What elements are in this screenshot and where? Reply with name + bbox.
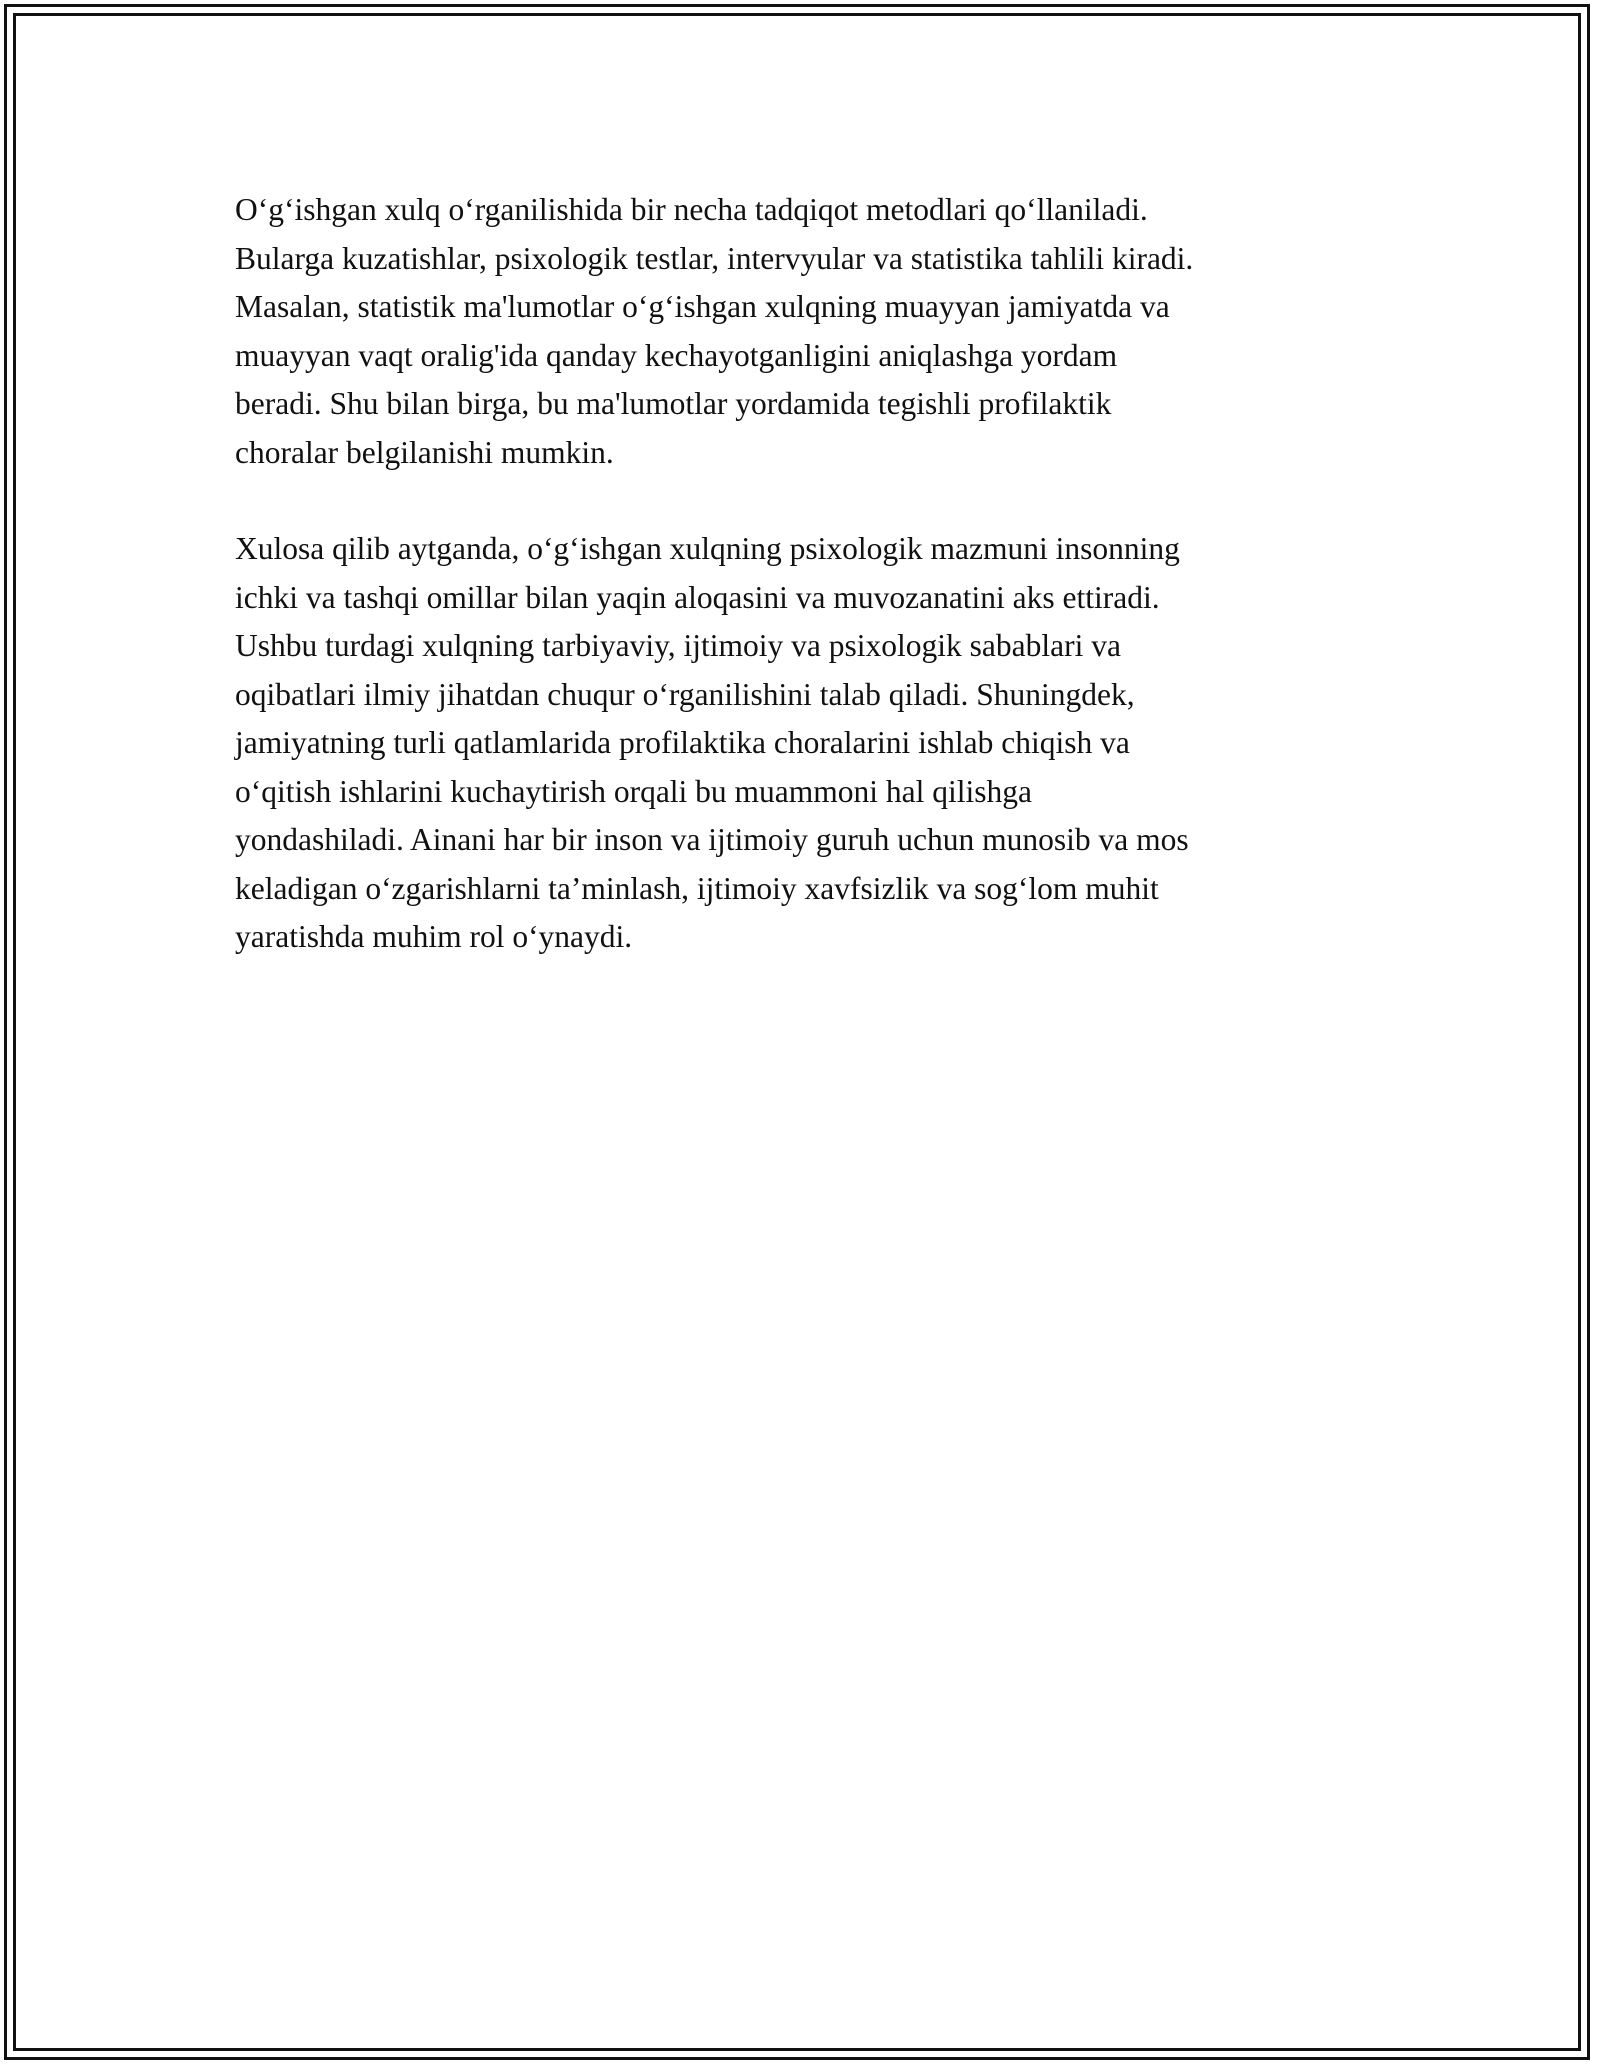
paragraph-conclusion <box>235 525 1365 962</box>
text-line: Bularga kuzatishlar, psixologik testlar, intervyular va statistika tahlili kiradi. <box>235 240 1194 276</box>
text-line: ichki va tashqi omillar bilan yaqin aloqasini va muvozanatini aks ettiradi. <box>235 579 1160 615</box>
paragraph-research-methods <box>235 186 1365 477</box>
text-line: jamiyatning turli qatlamlarida profilaktika choralarini ishlab chiqish va <box>235 725 1130 760</box>
text-line: yaratishda muhim rol o‘ynaydi. <box>235 919 633 954</box>
text-line: muayyan vaqt oralig'ida qanday kechayotganligini aniqlashga yordam <box>235 337 1118 373</box>
text-line: O‘g‘ishgan xulq o‘rganilishida bir necha tadqiqot metodlari qo‘llaniladi. <box>235 192 1148 227</box>
text-line: beradi. Shu bilan birga, bu ma'lumotlar yordamida tegishli profilaktik <box>235 386 1112 421</box>
text-line: keladigan o‘zgarishlarni ta’minlash, ijtimoiy xavfsizlik va sog‘lom muhit <box>235 870 1159 906</box>
document-body <box>235 186 1365 962</box>
text-line: choralar belgilanishi mumkin. <box>235 434 614 470</box>
text-line: Xulosa qilib aytganda, o‘g‘ishgan xulqning psixologik mazmuni insonning <box>235 531 1180 566</box>
text-line: Masalan, statistik ma'lumotlar o‘g‘ishgan xulqning muayyan jamiyatda va <box>235 289 1170 324</box>
text-line: oqibatlari ilmiy jihatdan chuqur o‘rganilishini talab qiladi. Shuningdek, <box>235 676 1135 712</box>
text-line: yondashiladi. Ainani har bir inson va ijtimoiy guruh uchun munosib va mos <box>235 822 1189 857</box>
text-line: o‘qitish ishlarini kuchaytirish orqali bu muammoni hal qilishga <box>235 773 1033 809</box>
text-line: Ushbu turdagi xulqning tarbiyaviy, ijtimoiy va psixologik sabablari va <box>235 628 1121 663</box>
